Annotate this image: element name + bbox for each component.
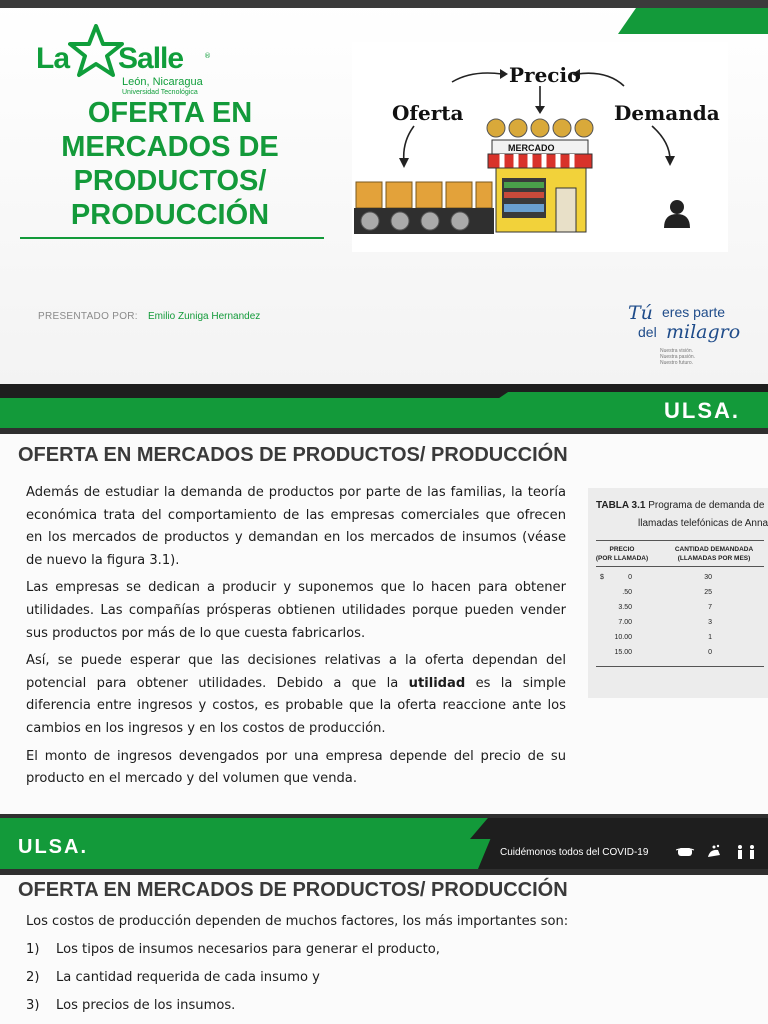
paragraph-text: Así, se puede esperar que las decisiones relativas a la oferta dependan del potencial para obtener utilidades. Debido a que la xyxy=(26,653,566,691)
slogan-small-line: Nuestro futuro. xyxy=(660,360,694,366)
person-icon xyxy=(664,200,690,228)
list-text: Los tipos de insumos necesarios para generar el producto, xyxy=(56,942,440,957)
paragraph xyxy=(26,650,566,740)
logo-university: Universidad Tecnológica xyxy=(122,89,198,96)
ulsa-footer-band xyxy=(0,814,768,839)
column-header-line: PRECIO xyxy=(609,546,635,553)
table-cell-price: 0 xyxy=(628,574,632,581)
demand-table xyxy=(588,488,768,698)
list-text: Los precios de los insumos. xyxy=(56,998,236,1013)
page-title xyxy=(20,96,320,232)
ulsa-header-band xyxy=(0,384,768,428)
list-number: 1) xyxy=(26,942,40,957)
list-item xyxy=(26,998,726,1024)
table-caption xyxy=(596,500,764,511)
slogan-tu: Tú xyxy=(628,302,653,324)
currency-symbol: $ xyxy=(600,574,604,581)
table-cell-price: 10.00 xyxy=(614,634,632,641)
arrow-oferta-precio xyxy=(452,73,502,82)
covid-icons xyxy=(676,843,760,861)
registered-mark: ® xyxy=(204,52,211,60)
title-line: OFERTA EN xyxy=(87,97,253,129)
presenter-name: Emilio Zuniga Hernandez xyxy=(148,311,261,322)
logo-location: León, Nicaragua xyxy=(122,76,203,88)
mask-icon xyxy=(676,848,694,856)
table-cell-qty: 30 xyxy=(704,574,712,581)
star-icon xyxy=(68,24,124,80)
arrowhead-icon xyxy=(500,69,508,79)
table-cell-price: 15.00 xyxy=(614,649,632,656)
paragraph: Además de estudiar la demanda de productos por parte de las familias, la teoría económica trata del comportamiento de las empresas comerciales que ofrecen en los mercados de productos y demandan en los mercados de insumos (véase de nuevo la figura 3.1). xyxy=(26,485,566,568)
top-green-accent xyxy=(618,8,768,34)
title-line: MERCADOS DE xyxy=(61,131,279,163)
paragraph-text: es la simple diferencia entre ingresos y costos, es probable que la oferta reaccione ante los cambios en los ingresos y en los costos de producción. xyxy=(26,675,566,736)
label-oferta: Oferta xyxy=(392,101,464,125)
slogan-del: del xyxy=(638,324,657,340)
list-intro: Los costos de producción dependen de muchos factores, los más importantes son: xyxy=(26,914,569,929)
paragraph: El monto de ingresos devengados por una empresa depende del precio de su producto en el mercado y del volumen que venda. xyxy=(26,748,566,787)
list-number: 2) xyxy=(26,970,40,985)
slogan-small-line: Nuestra visión. xyxy=(660,348,694,354)
covid-message: Cuidémonos todos del COVID-19 xyxy=(500,847,649,858)
arrow-oferta-down xyxy=(404,126,414,162)
divider xyxy=(0,869,768,875)
table-cell-qty: 25 xyxy=(704,589,712,596)
title-underline xyxy=(20,237,324,239)
title-slide xyxy=(0,0,768,384)
table-cell-qty: 1 xyxy=(708,634,712,641)
label-precio: Precio xyxy=(509,63,581,87)
presented-by-label: PRESENTADO POR: xyxy=(38,311,138,322)
table-cell-qty: 0 xyxy=(708,649,712,656)
table-rule xyxy=(596,666,764,667)
table-rule xyxy=(596,540,764,541)
list-item xyxy=(26,942,726,970)
band-dark-edge xyxy=(0,384,520,398)
conveyor-boxes-icon xyxy=(354,182,494,234)
paragraph: Las empresas se dedican a producir y suponemos que lo hacen para obtener utilidades. Las compañías prósperas obtienen utilidades porque pueden vender sus productos por más de lo que cuesta fabricarlos. xyxy=(26,580,566,641)
market-stall-icon xyxy=(488,140,592,232)
column-header-quantity xyxy=(666,545,762,563)
column-header-line: (LLAMADAS POR MES) xyxy=(677,555,751,562)
slide-title: OFERTA EN MERCADOS DE PRODUCTOS/ PRODUCCIÓN xyxy=(18,444,568,466)
table-cell-price: 7.00 xyxy=(618,619,632,626)
market-diagram-svg xyxy=(352,42,728,252)
title-line: PRODUCTOS/ xyxy=(73,165,267,197)
arrow-demanda-precio xyxy=(577,73,624,86)
slogan-eres-parte: eres parte xyxy=(662,304,726,320)
arrowhead-icon xyxy=(535,106,545,114)
market-illustration xyxy=(352,42,728,252)
column-header-price xyxy=(594,545,650,563)
handwash-icon xyxy=(708,845,720,857)
slide-body-text xyxy=(26,482,566,796)
table-cell-price: .50 xyxy=(622,589,632,596)
footer-dark-panel xyxy=(470,818,768,839)
bold-term: utilidad xyxy=(408,675,466,691)
label-mercado: MERCADO xyxy=(508,143,555,153)
table-caption-1: Programa de demanda de xyxy=(648,500,765,511)
list-text: La cantidad requerida de cada insumo y xyxy=(56,970,320,985)
coins-icon xyxy=(487,119,593,137)
arrowhead-icon xyxy=(665,156,675,166)
table-cell-qty: 7 xyxy=(708,604,712,611)
slogan-logo xyxy=(628,302,758,372)
list-number: 3) xyxy=(26,998,40,1013)
la-salle-logo xyxy=(36,24,236,98)
column-header-line: CANTIDAD DEMANDADA xyxy=(674,546,754,553)
divider xyxy=(0,814,768,818)
list-item xyxy=(26,970,726,998)
ulsa-brand: ULSA. xyxy=(18,839,88,858)
content-slide-1 xyxy=(0,384,768,839)
logo-text-la: La xyxy=(36,42,70,75)
ulsa-brand: ULSA. xyxy=(664,398,740,423)
label-demanda: Demanda xyxy=(614,101,720,125)
column-header-line: (POR LLAMADA) xyxy=(595,555,649,562)
table-caption-2: llamadas telefónicas de Anna xyxy=(638,518,768,529)
table-cell-qty: 3 xyxy=(708,619,712,626)
arrowhead-icon xyxy=(399,158,409,168)
table-cell-price: 3.50 xyxy=(618,604,632,611)
table-label: TABLA 3.1 xyxy=(596,500,646,511)
content-slide-2 xyxy=(0,839,768,1024)
cost-factors-list xyxy=(26,914,726,1024)
logo-text-salle: Salle xyxy=(118,42,184,75)
title-line: PRODUCCIÓN xyxy=(70,199,270,231)
slogan-milagro: milagro xyxy=(666,321,741,343)
top-dark-bar xyxy=(0,0,768,8)
slogan-small-line: Nuestra pasión. xyxy=(660,354,696,360)
arrow-demanda-down xyxy=(652,126,670,160)
divider xyxy=(0,428,768,434)
distance-icon xyxy=(738,845,754,859)
table-rule xyxy=(596,566,764,567)
slide-title: OFERTA EN MERCADOS DE PRODUCTOS/ PRODUCCIÓN xyxy=(18,879,568,901)
